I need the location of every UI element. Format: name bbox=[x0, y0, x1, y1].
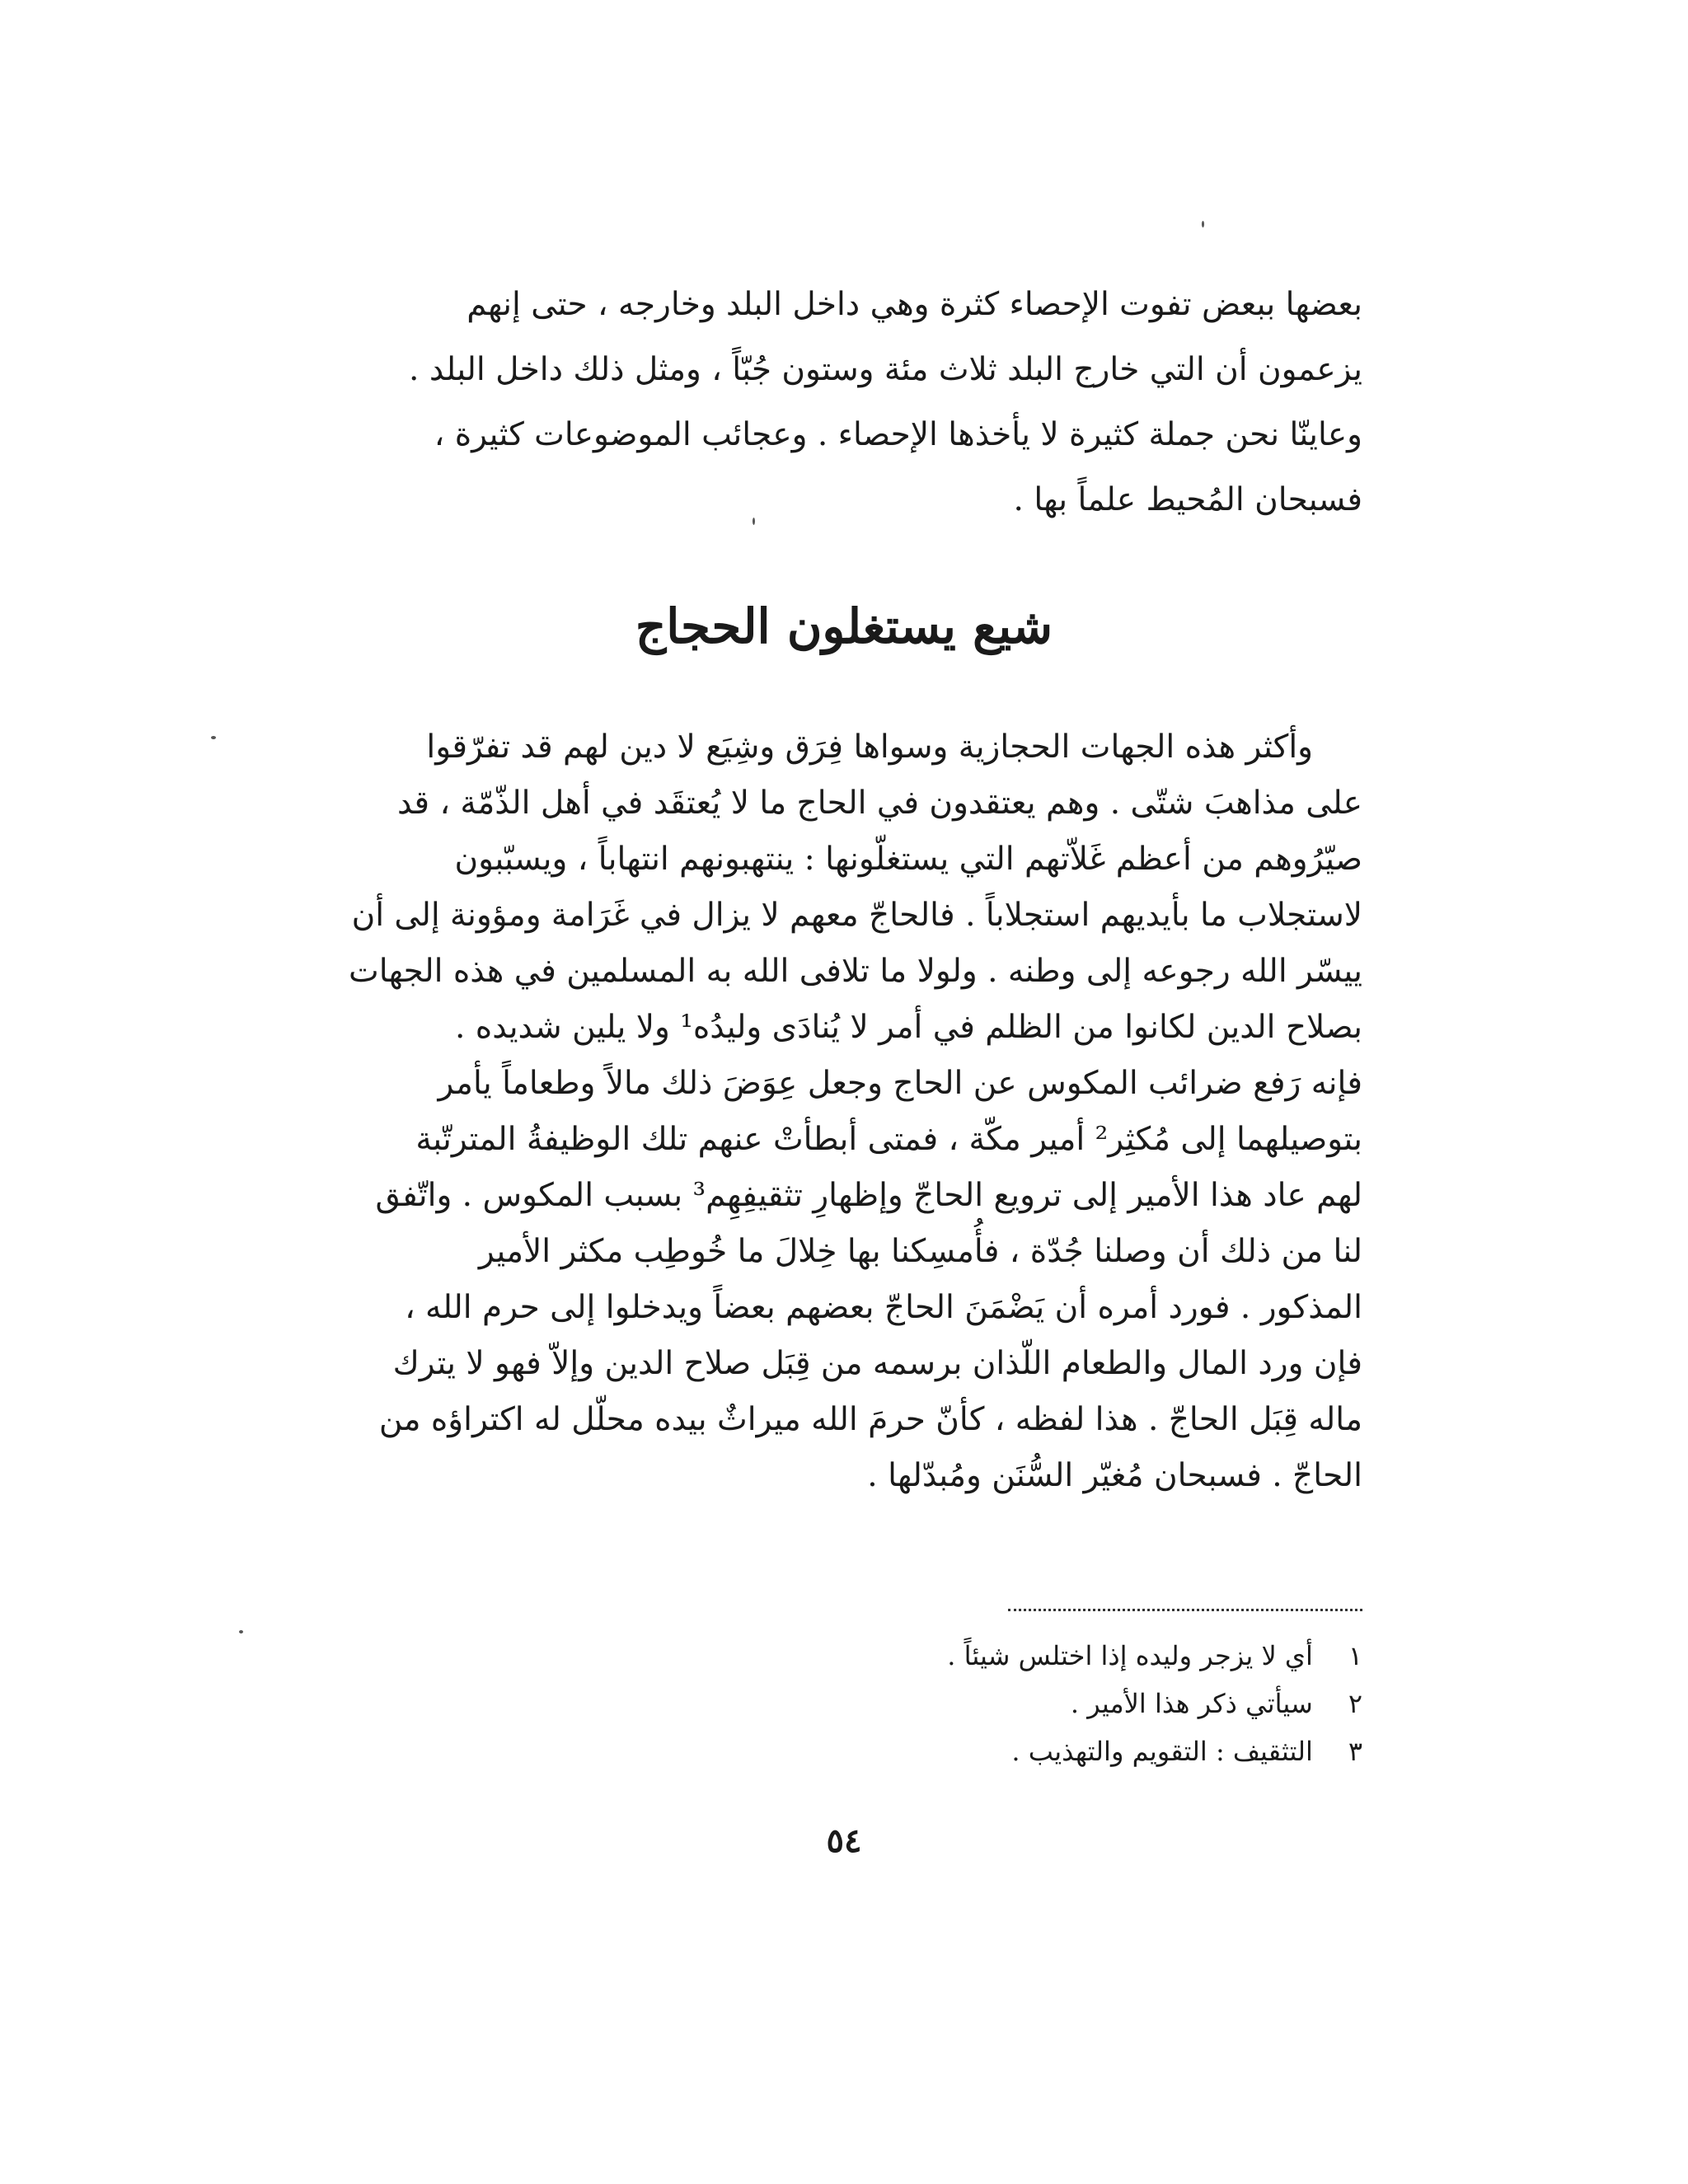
top-paragraph-line: يزعمون أن التي خارج البلد ثلاث مئة وستون جُبّاً ، ومثل ذلك داخل البلد . bbox=[409, 351, 1362, 388]
scan-speck bbox=[239, 1630, 243, 1633]
top-paragraph-line: بعضها ببعض تفوت الإحصاء كثرة وهي داخل البلد وخارجه ، حتى إنهم bbox=[467, 286, 1362, 323]
main-paragraph bbox=[274, 719, 1362, 1504]
footnote bbox=[373, 1680, 1362, 1727]
footnote-text: أي لا يزجر وليده إذا اختلس شيئاً . bbox=[947, 1640, 1313, 1671]
page-number: ٥٤ bbox=[826, 1821, 862, 1860]
main-paragraph-line: ماله قِبَل الحاجّ . هذا لفظه ، كأنّ حرمَ الله ميراثٌ بيده محلّل له اكتراؤه من bbox=[378, 1401, 1362, 1438]
footnotes bbox=[373, 1632, 1362, 1775]
main-paragraph-line: الحاجّ . فسبحان مُغيّر السُّنَن ومُبدّلها . bbox=[867, 1457, 1362, 1494]
main-paragraph-line: وأكثر هذه الجهات الحجازية وسواها فِرَق وشِيَع لا دين لهم قد تفرّقوا bbox=[426, 729, 1313, 766]
footnote bbox=[373, 1727, 1362, 1775]
main-paragraph-line: صيّرُوهم من أعظم غَلاّتهم التي يستغلّونها : ينتهبونهم انتهاباً ، ويسبّبون bbox=[454, 841, 1362, 878]
footnote-separator bbox=[1008, 1609, 1362, 1616]
footnote bbox=[373, 1632, 1362, 1680]
main-paragraph-line: فإنه رَفع ضرائب المكوس عن الحاج وجعل عِوَضَ ذلك مالاً وطعاماً يأمر bbox=[438, 1065, 1362, 1102]
footnote-number: ١ bbox=[1348, 1640, 1362, 1671]
top-paragraph bbox=[274, 272, 1362, 532]
main-paragraph-line: لهم عاد هذا الأمير إلى ترويع الحاجّ وإظهارِ تثقيفِهِم³ بسبب المكوس . واتّفق bbox=[375, 1177, 1362, 1214]
main-paragraph-line: لنا من ذلك أن وصلنا جُدّة ، فأُمسِكنا بها خِلالَ ما خُوطِب مكثر الأمير bbox=[478, 1233, 1362, 1270]
footnote-text: التثقيف : التقويم والتهذيب . bbox=[1011, 1736, 1313, 1767]
scan-speck bbox=[211, 736, 216, 739]
scan-speck bbox=[753, 518, 755, 525]
main-paragraph-line: فإن ورد المال والطعام اللّذان برسمه من قِبَل صلاح الدين وإلاّ فهو لا يترك bbox=[392, 1345, 1362, 1382]
section-heading: شيع يستغلون الحجاج bbox=[635, 598, 1053, 654]
main-paragraph-line: المذكور . فورد أمره أن يَضْمَنَ الحاجّ بعضهم بعضاً ويدخلوا إلى حرم الله ، bbox=[405, 1289, 1362, 1326]
footnote-number: ٢ bbox=[1348, 1688, 1362, 1719]
top-paragraph-line: وعاينّا نحن جملة كثيرة لا يأخذها الإحصاء . وعجائب الموضوعات كثيرة ، bbox=[434, 416, 1362, 453]
footnote-text: سيأتي ذكر هذا الأمير . bbox=[1070, 1688, 1313, 1719]
footnote-number: ٣ bbox=[1348, 1736, 1362, 1767]
main-paragraph-line: بصلاح الدين لكانوا من الظلم في أمر لا يُنادَى وليدُه¹ ولا يلين شديده . bbox=[455, 1009, 1362, 1046]
scan-speck bbox=[1202, 221, 1204, 227]
main-paragraph-line: لاستجلاب ما بأيديهم استجلاباً . فالحاجّ معهم لا يزال في غَرَامة ومؤونة إلى أن bbox=[351, 897, 1362, 934]
main-paragraph-line: ييسّر الله رجوعه إلى وطنه . ولولا ما تلافى الله به المسلمين في هذه الجهات bbox=[349, 953, 1362, 990]
main-paragraph-line: بتوصيلهما إلى مُكثِر² أمير مكّة ، فمتى أبطأتْ عنهم تلك الوظيفةُ المترتّبة bbox=[415, 1121, 1362, 1158]
main-paragraph-line: على مذاهبَ شتّى . وهم يعتقدون في الحاج ما لا يُعتقَد في أهل الذّمّة ، قد bbox=[396, 785, 1362, 822]
top-paragraph-line: فسبحان المُحيط علماً بها . bbox=[1013, 481, 1362, 518]
